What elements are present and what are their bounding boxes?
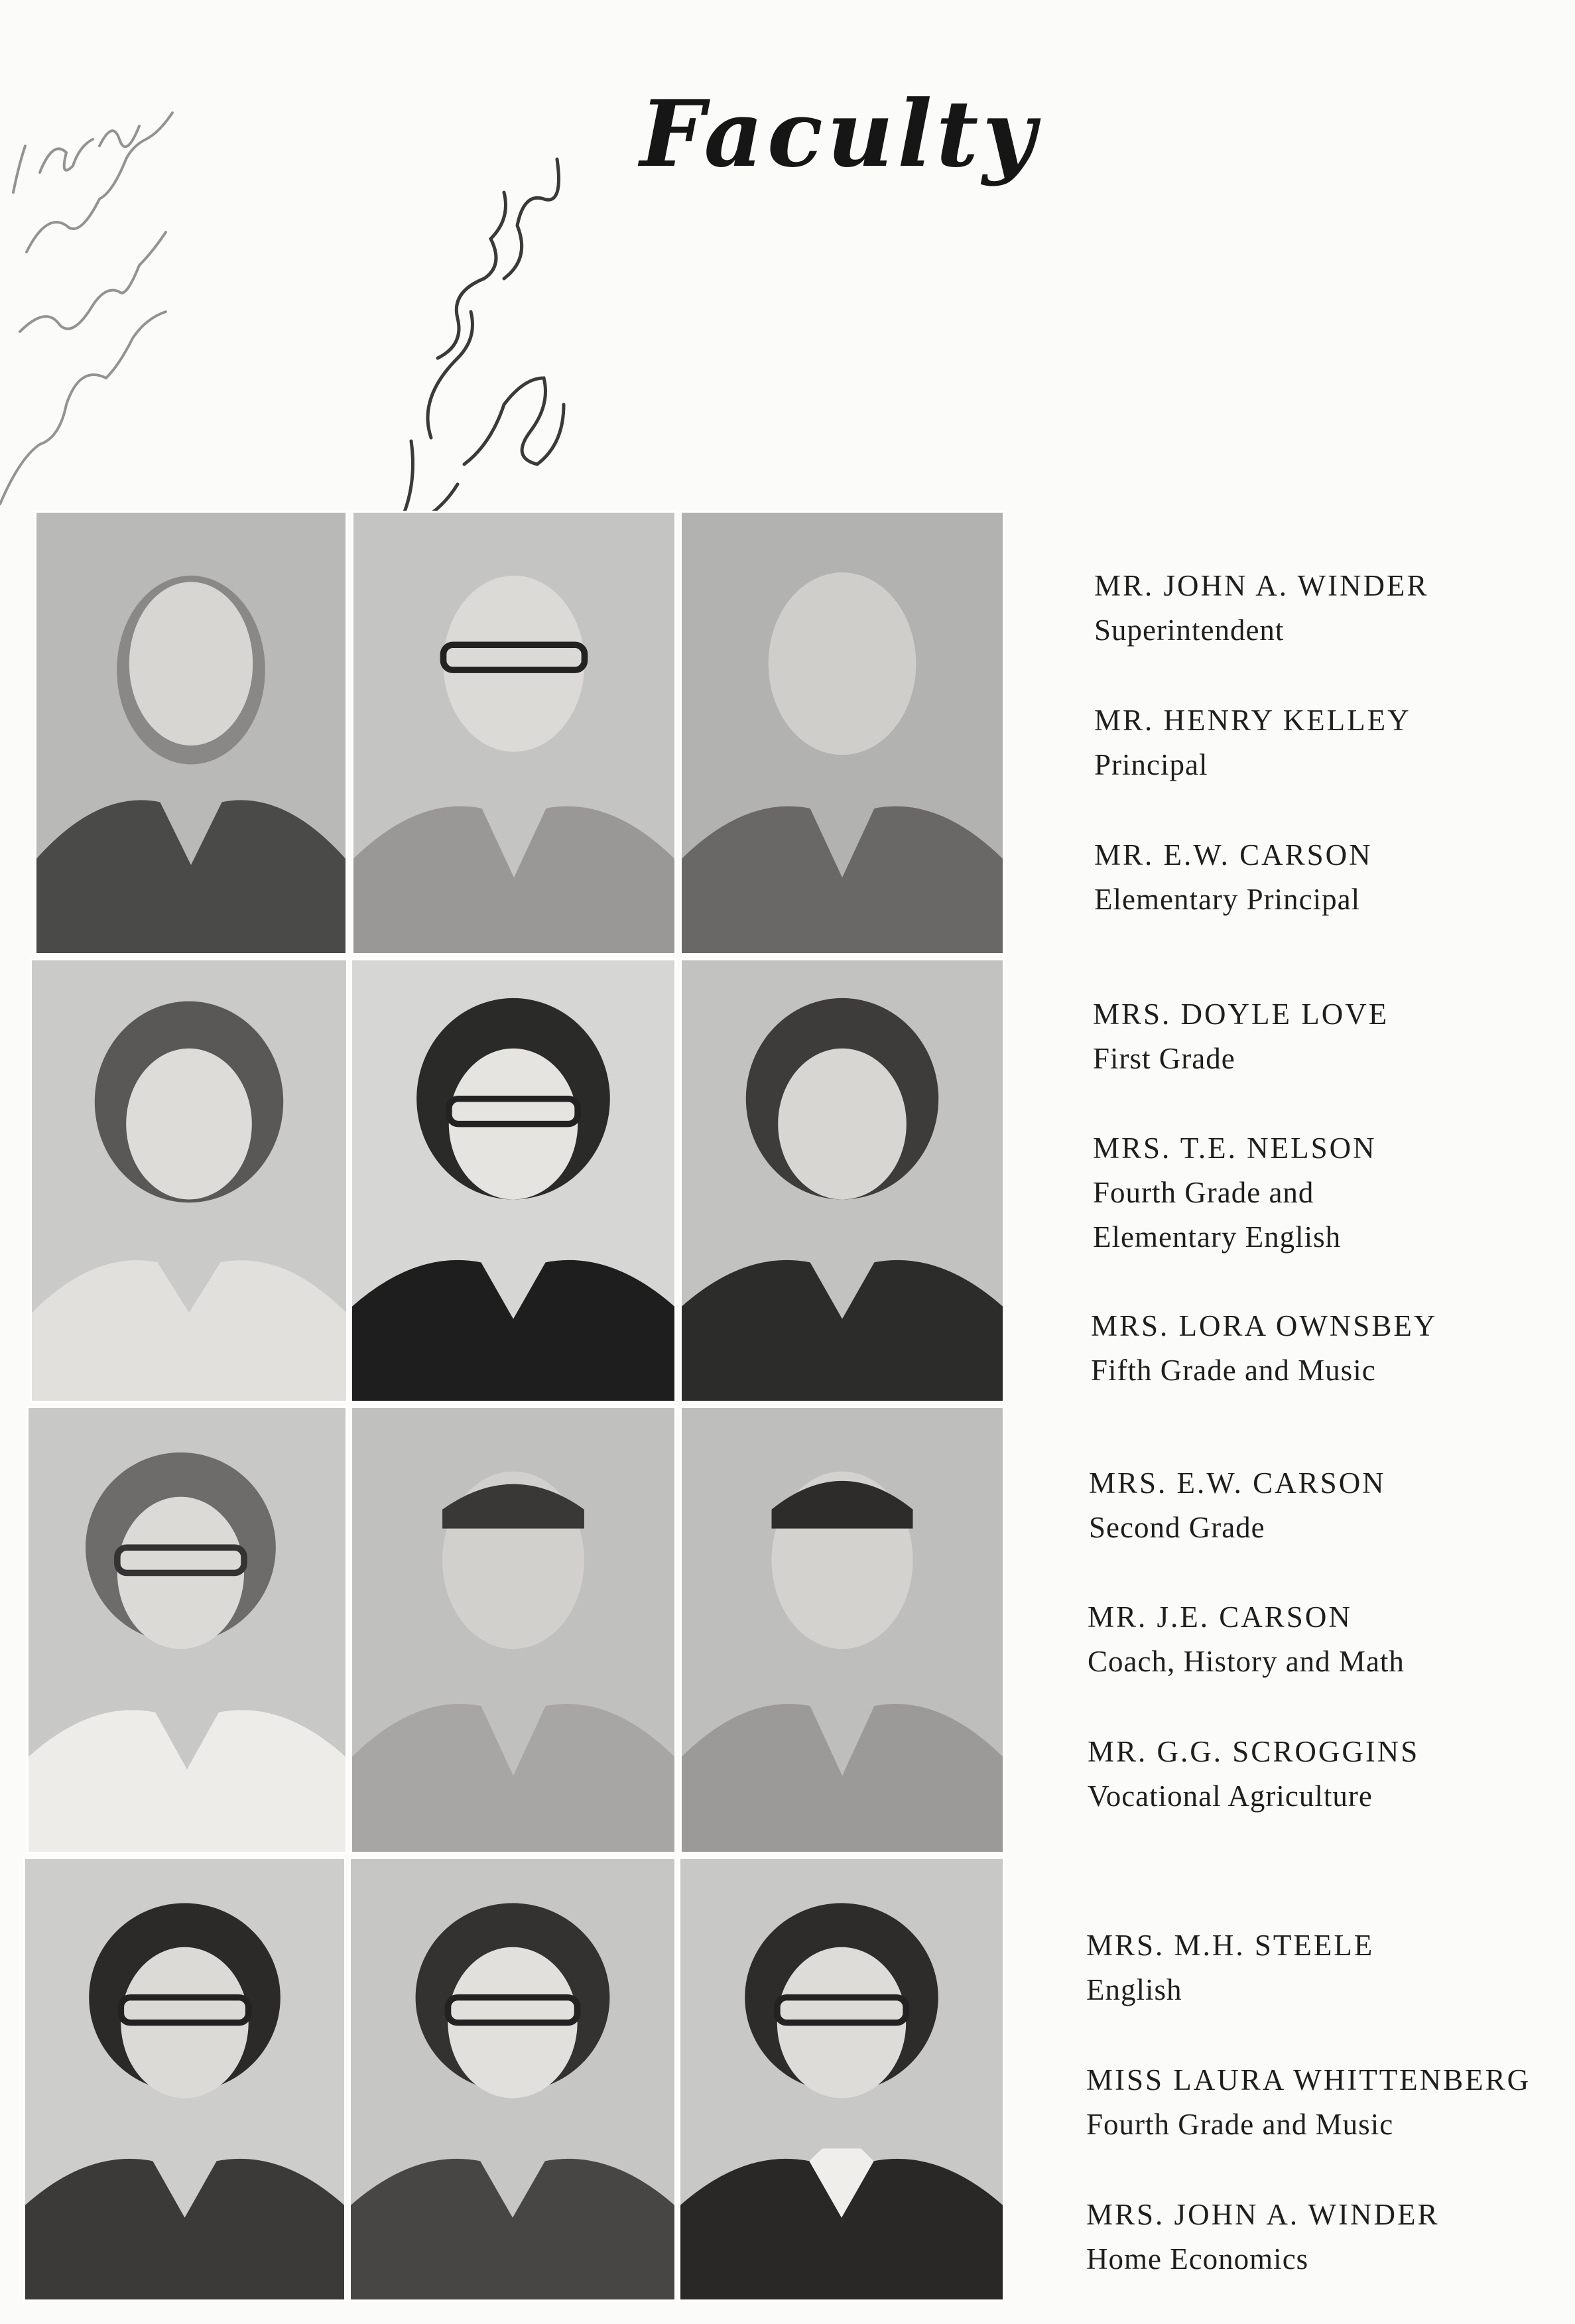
faculty-role: Fourth Grade and	[1093, 1176, 1314, 1209]
faculty-name: MR. G.G. SCROGGINS	[1088, 1735, 1420, 1768]
portrait-photo	[23, 1857, 346, 2301]
faculty-entry	[1086, 2193, 1439, 2282]
faculty-entry	[1089, 1461, 1386, 1550]
faculty-name: MRS. E.W. CARSON	[1089, 1466, 1386, 1500]
faculty-entry	[1093, 992, 1389, 1081]
faculty-name: MRS. JOHN A. WINDER	[1086, 2198, 1440, 2231]
faculty-entry	[1088, 1595, 1405, 1684]
faculty-role: Elementary Principal	[1094, 883, 1361, 916]
portrait-photo	[350, 958, 676, 1403]
portrait-photo	[680, 958, 1005, 1403]
portrait-photo	[30, 958, 348, 1403]
page-title: Faculty	[640, 80, 1040, 188]
faculty-name: MRS. T.E. NELSON	[1093, 1131, 1377, 1165]
faculty-name: MRS. DOYLE LOVE	[1093, 998, 1389, 1031]
faculty-role: Home Economics	[1086, 2242, 1309, 2276]
faculty-role: Coach, History and Math	[1088, 1645, 1405, 1678]
portrait-photo	[34, 511, 347, 955]
faculty-name: MRS. LORA OWNSBEY	[1091, 1309, 1438, 1342]
faculty-name: MR. J.E. CARSON	[1088, 1600, 1352, 1634]
portrait-photo	[350, 1406, 676, 1854]
portrait-photo	[351, 511, 676, 955]
faculty-name: MR. E.W. CARSON	[1094, 838, 1373, 871]
faculty-role: Second Grade	[1089, 1511, 1265, 1544]
faculty-role: Superintendent	[1094, 613, 1285, 647]
faculty-entry	[1086, 1923, 1374, 2012]
faculty-role: Principal	[1094, 748, 1208, 781]
portrait-photo	[680, 1406, 1005, 1854]
faculty-entry	[1088, 1730, 1419, 1819]
faculty-entry	[1094, 564, 1428, 653]
portrait-photo	[349, 1857, 676, 2301]
faculty-role: Fourth Grade and Music	[1086, 2108, 1394, 2141]
faculty-entry	[1094, 698, 1411, 787]
portrait-photo	[678, 1857, 1005, 2301]
faculty-name: MR. JOHN A. WINDER	[1094, 569, 1429, 602]
faculty-role: Fifth Grade and Music	[1091, 1354, 1376, 1387]
faculty-entry	[1094, 833, 1373, 922]
faculty-name: MRS. M.H. STEELE	[1086, 1929, 1375, 1962]
faculty-role: First Grade	[1093, 1042, 1235, 1075]
faculty-name: MR. HENRY KELLEY	[1094, 704, 1411, 737]
faculty-name: MISS LAURA WHITTENBERG	[1086, 2063, 1531, 2097]
faculty-entry	[1093, 1126, 1377, 1259]
faculty-entry	[1086, 2058, 1531, 2147]
faculty-role: Elementary English	[1093, 1220, 1342, 1254]
faculty-entry	[1091, 1304, 1437, 1393]
faculty-role: Vocational Agriculture	[1088, 1779, 1373, 1813]
faculty-role: English	[1086, 1973, 1182, 2006]
portrait-photo	[680, 511, 1005, 955]
portrait-photo	[27, 1406, 347, 1854]
